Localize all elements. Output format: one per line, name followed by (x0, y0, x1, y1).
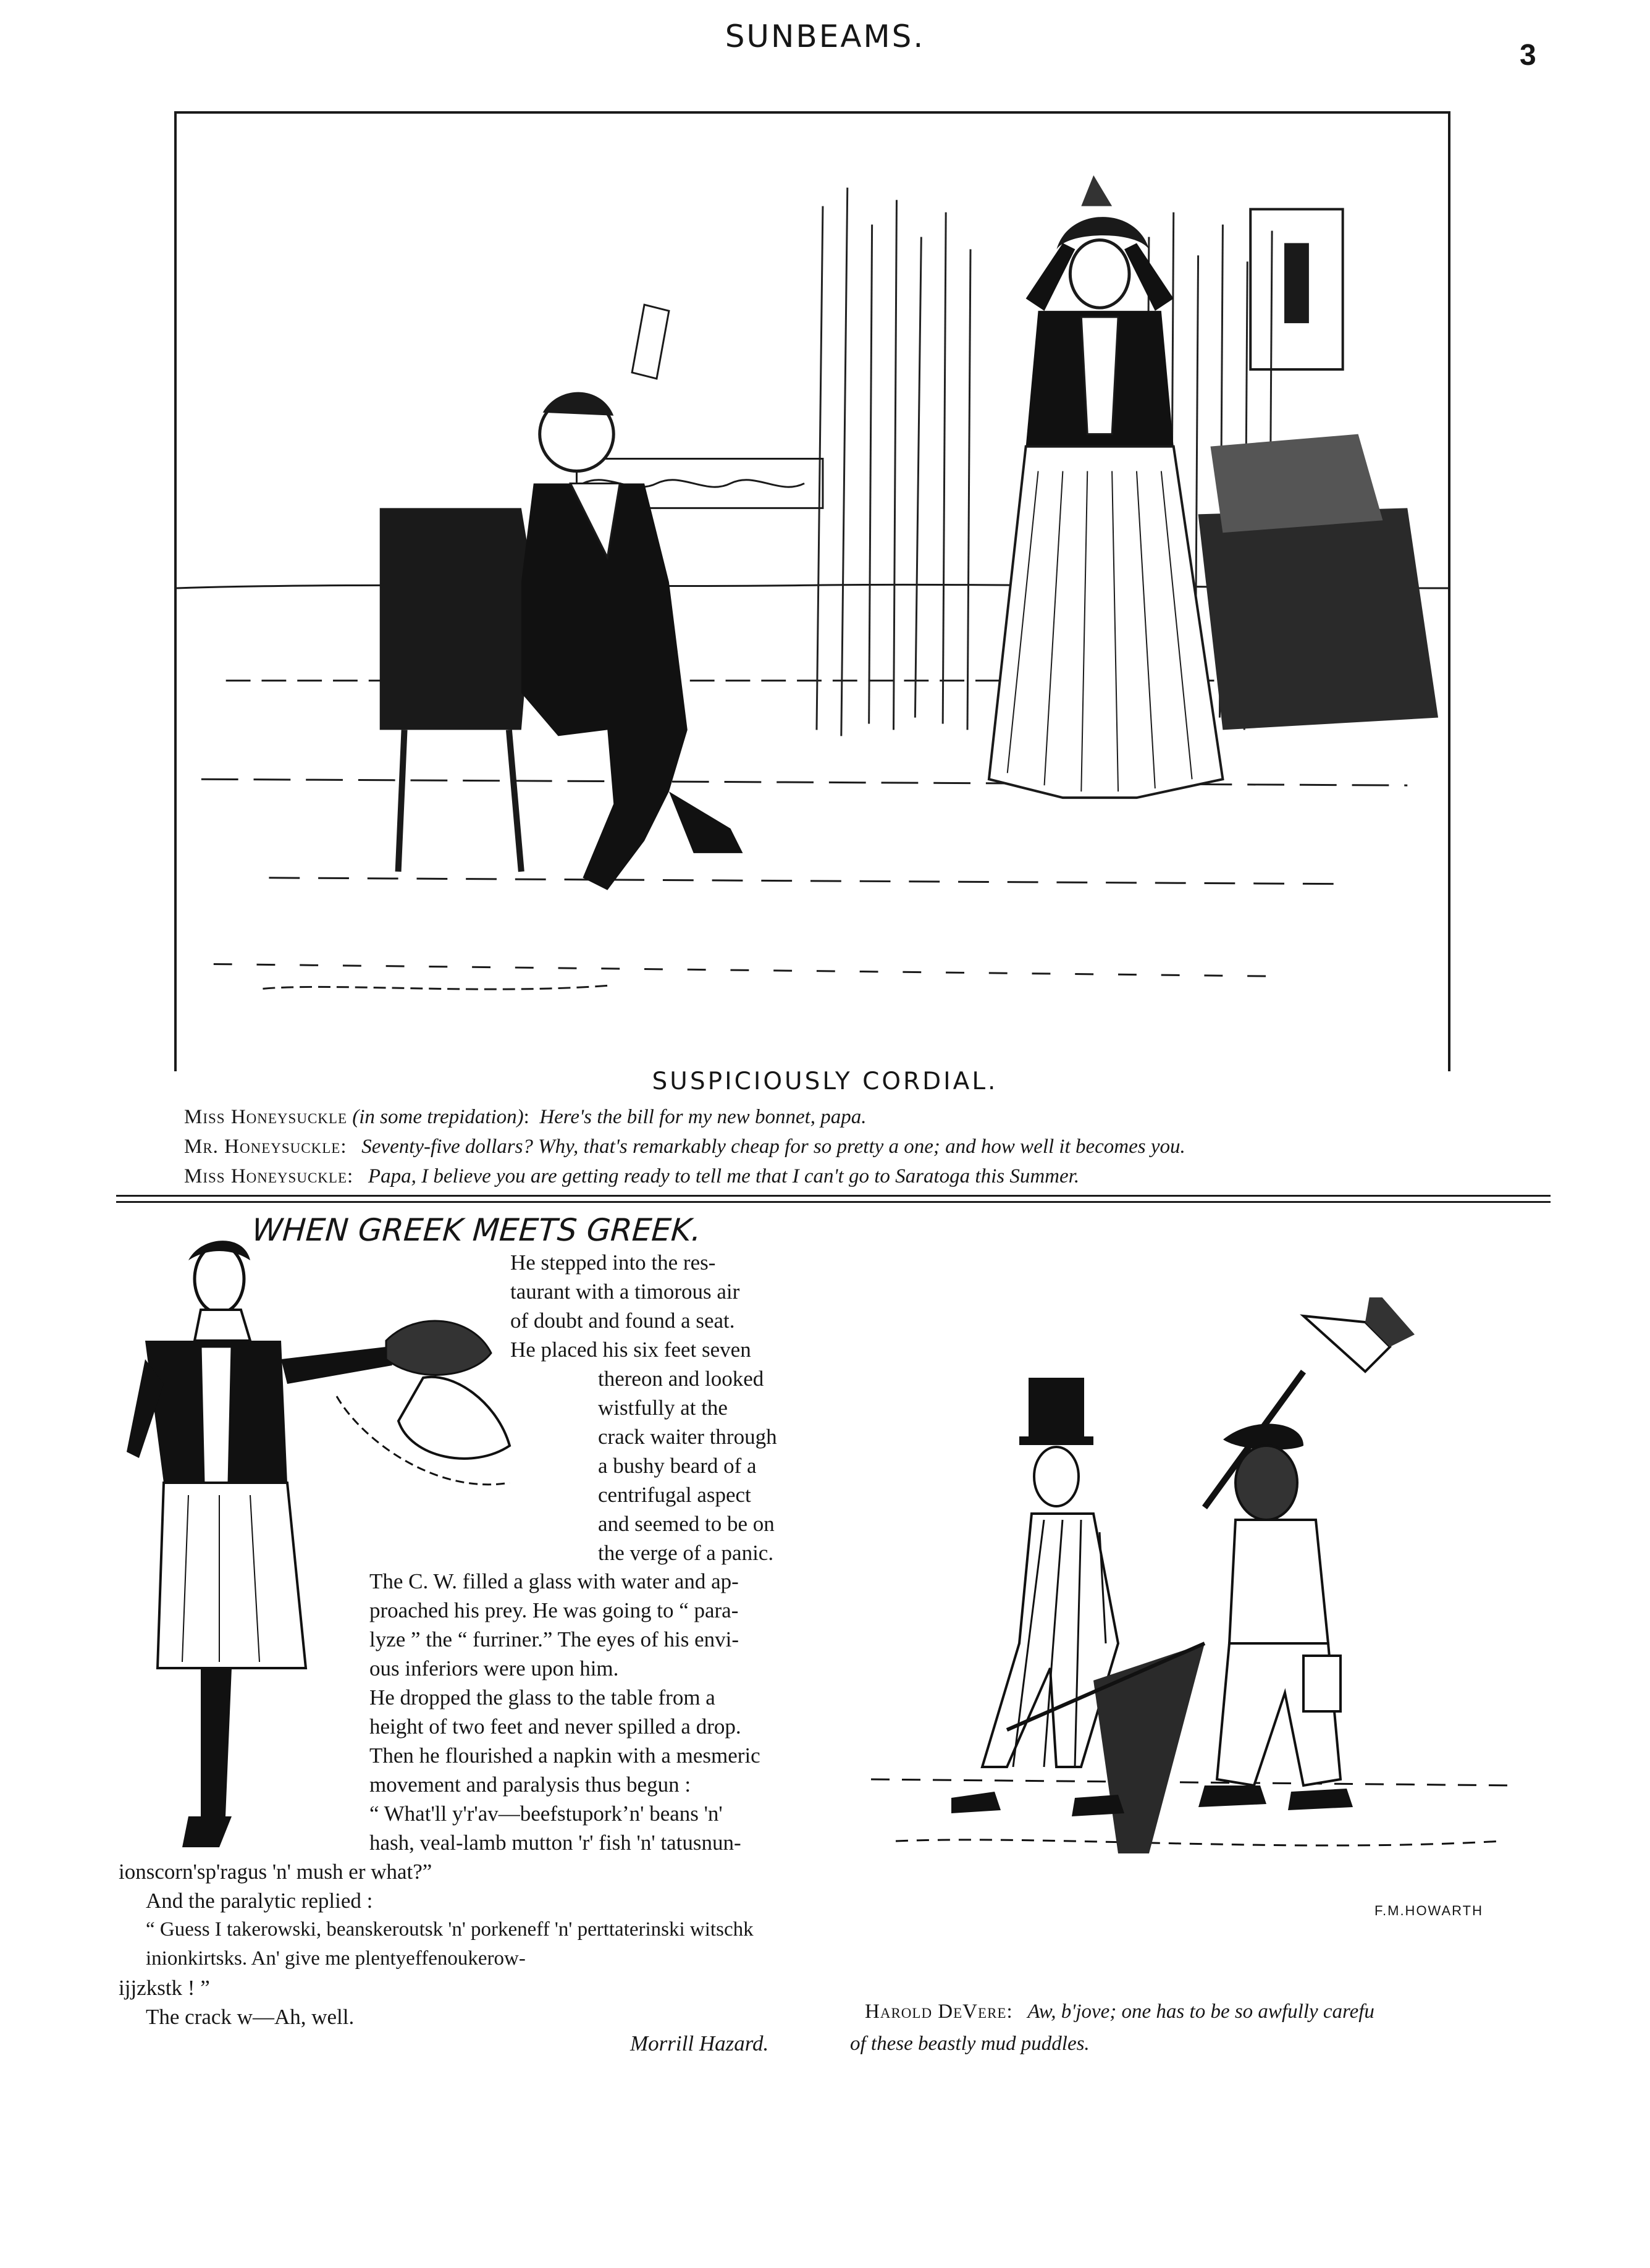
text-line: of doubt and found a seat. (510, 1309, 735, 1333)
story-paragraph-middle (369, 1567, 760, 1857)
dialogue-line-1 (184, 1106, 867, 1129)
stage-direction: (in some trepidation) (352, 1106, 524, 1128)
illustration-dude-and-laborer (859, 1297, 1526, 1940)
text-line: He placed his six feet seven (510, 1338, 751, 1362)
dialogue-line-2 (184, 1136, 1185, 1158)
separator: : (1006, 2000, 1012, 2023)
illustration-parlor-scene (174, 111, 1450, 1071)
cartoon-title: SUSPICIOUSLY CORDIAL. (652, 1068, 998, 1095)
text-line: and seemed to be on (598, 1512, 775, 1536)
text-line: The crack w—Ah, well. (146, 2005, 355, 2029)
divider-rule (116, 1195, 1551, 1197)
text-line: Then he flourished a napkin with a mesmeric (369, 1743, 760, 1768)
text-line: height of two feet and never spilled a drop. (369, 1714, 741, 1739)
text-line: The C. W. filled a glass with water and ap- (369, 1569, 739, 1593)
text-line: “ What'll y'r'av—beefstuporkʼn' beans 'n' (369, 1802, 723, 1826)
story-paragraph-opening (510, 1248, 751, 1364)
text-line: hash, veal-lamb mutton 'r' fish 'n' tatusnun- (369, 1831, 741, 1855)
cartoon2-caption-line2 (850, 2033, 1090, 2055)
dialogue-text: Here's the bill for my new bonnet, papa. (539, 1106, 867, 1128)
text-line: ionscorn'sp'ragus 'n' mush er what?” (119, 1860, 432, 1884)
dialogue-text: Seventy-five dollars? Why, that's remarkably cheap for so pretty a one; and how well it becomes you. (361, 1136, 1185, 1158)
text-line: lyze ” the “ furriner.” The eyes of his envi- (369, 1627, 739, 1651)
text-line: the verge of a panic. (598, 1541, 774, 1565)
dialogue-text: Papa, I believe you are getting ready to tell me that I can't go to Saratoga this Summer. (368, 1165, 1080, 1187)
text-line: wistfully at the (598, 1396, 728, 1420)
caption-text: Aw, b'jove; one has to be so awfully carefu (1027, 2000, 1374, 2023)
separator: : (523, 1106, 529, 1128)
story-paragraph-closing (119, 1857, 817, 2031)
speaker-name: Miss Honeysuckle (184, 1106, 347, 1128)
text-line: thereon and looked (598, 1367, 764, 1391)
text-line: And the paralytic replied : (146, 1889, 373, 1913)
text-line: crack waiter through (598, 1425, 777, 1449)
speaker-name: Mr. Honeysuckle (184, 1136, 341, 1158)
cartoon2-caption-line1 (865, 2000, 1374, 2023)
separator: : (347, 1165, 353, 1187)
running-title: SUNBEAMS. (725, 19, 925, 54)
page-number: 3 (1520, 39, 1536, 72)
story-paragraph-opening-cont (598, 1364, 777, 1567)
text-line: “ Guess I takerowski, beanskeroutsk 'n' porkeneff 'n' perttaterinski witschk inionkirtsks. An' give me plentyeffenoukerow- (146, 1918, 754, 1970)
text-line: ous inferiors were upon him. (369, 1656, 619, 1680)
text-line: He stepped into the res- (510, 1250, 716, 1275)
text-line: ijjzkstk ! ” (119, 1976, 210, 2000)
caption-text: of these beastly mud puddles. (850, 2033, 1090, 2055)
text-line: movement and paralysis thus begun : (369, 1773, 691, 1797)
speaker-name: Harold DeVere (865, 2000, 1007, 2023)
text-line: centrifugal aspect (598, 1483, 751, 1507)
artist-signature: F.M.HOWARTH (1374, 1903, 1483, 1918)
author-signature: Morrill Hazard. (630, 2031, 769, 2055)
separator: : (340, 1136, 347, 1158)
story-title: WHEN GREEK MEETS GREEK. (250, 1212, 703, 1248)
text-line: He dropped the glass to the table from a (369, 1685, 715, 1709)
text-line: proached his prey. He was going to “ para- (369, 1598, 739, 1622)
text-line: a bushy beard of a (598, 1454, 757, 1478)
text-line: taurant with a timorous air (510, 1279, 740, 1304)
speaker-name: Miss Honeysuckle (184, 1165, 347, 1187)
dialogue-line-3 (184, 1165, 1079, 1188)
divider-rule (116, 1201, 1551, 1203)
